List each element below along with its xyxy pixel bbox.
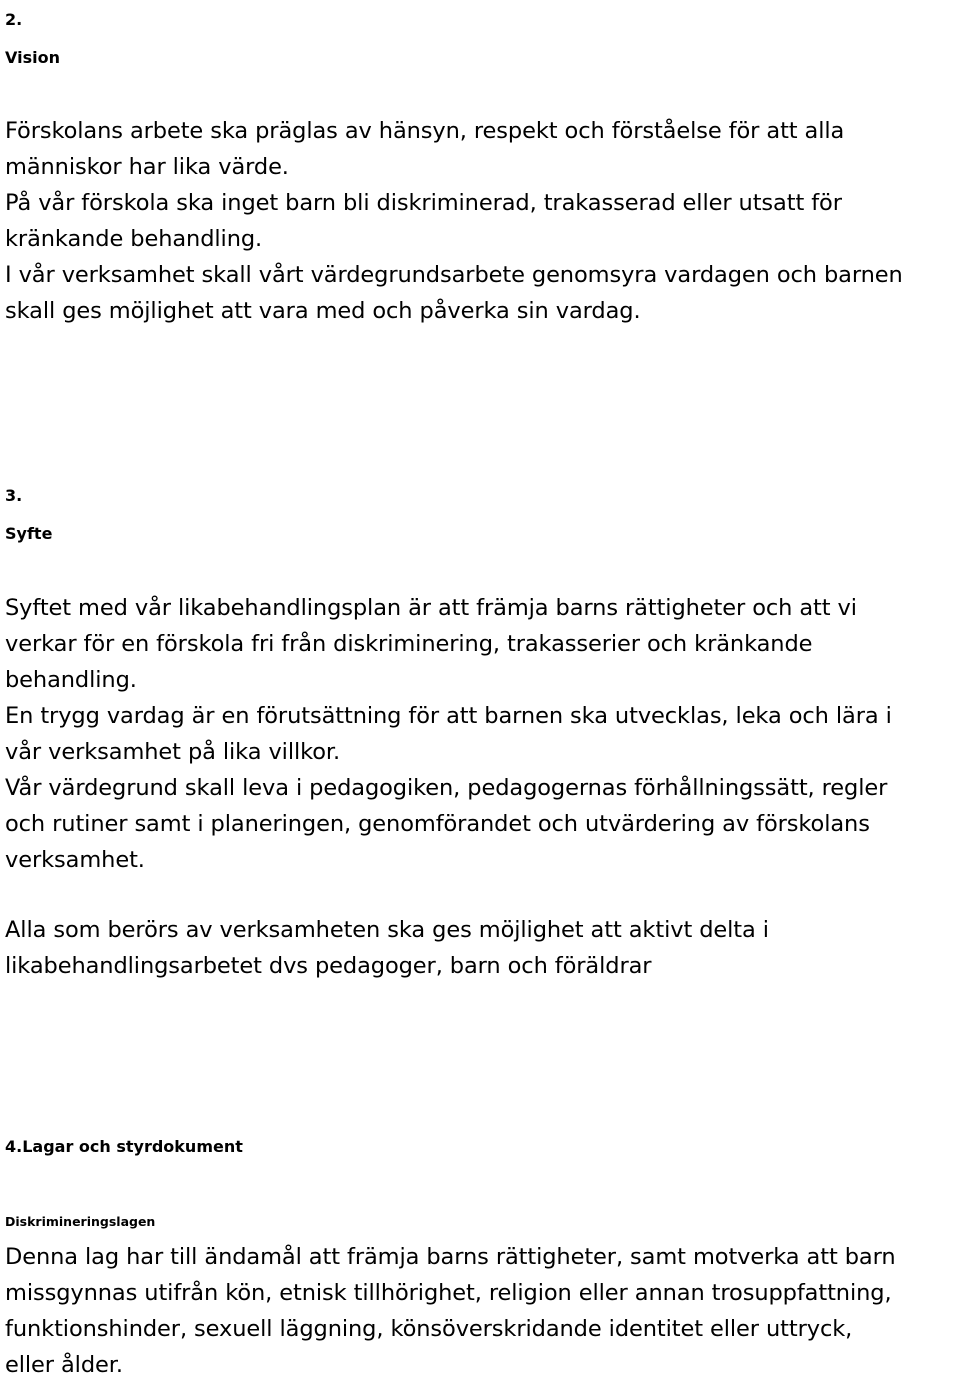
section-number: 2. [5,10,23,29]
text-line: På vår förskola ska inget barn bli diskriminerad, trakasserad eller utsatt för [5,190,842,216]
subsection-heading: Diskrimineringslagen [5,1214,156,1229]
vision-paragraph [5,113,960,329]
text-line: människor har lika värde. [5,154,289,180]
text-line: vår verksamhet på lika villkor. [5,739,341,765]
text-line: missgynnas utifrån kön, etnisk tillhörighet, religion eller annan trosuppfattning, [5,1280,892,1306]
section-number: 3. [5,486,23,505]
text-line: Alla som berörs av verksamheten ska ges möjlighet att aktivt delta i [5,917,769,943]
text-line: likabehandlingsarbetet dvs pedagoger, barn och föräldrar [5,953,652,979]
text-line: eller ålder. [5,1352,123,1378]
text-line: verkar för en förskola fri från diskriminering, trakasserier och kränkande [5,631,813,657]
text-line: Syftet med vår likabehandlingsplan är att främja barns rättigheter och att vi [5,595,857,621]
text-line: och rutiner samt i planeringen, genomförandet och utvärdering av förskolans [5,811,870,837]
section-title: Vision [5,48,60,67]
text-line: skall ges möjlighet att vara med och påverka sin vardag. [5,298,641,324]
text-line: kränkande behandling. [5,226,263,252]
section-heading: 4.Lagar och styrdokument [5,1137,243,1156]
text-line: behandling. [5,667,137,693]
text-line: I vår verksamhet skall vårt värdegrundsarbete genomsyra vardagen och barnen [5,262,903,288]
syfte-paragraph [5,590,960,878]
law-paragraph [5,1239,960,1383]
text-line: Denna lag har till ändamål att främja barns rättigheter, samt motverka att barn [5,1244,896,1270]
text-line: verksamhet. [5,847,145,873]
text-line: En trygg vardag är en förutsättning för att barnen ska utvecklas, leka och lära i [5,703,892,729]
text-line: Vår värdegrund skall leva i pedagogiken, pedagogernas förhållningssätt, regler [5,775,888,801]
section-title: Syfte [5,524,53,543]
text-line: funktionshinder, sexuell läggning, könsöverskridande identitet eller uttryck, [5,1316,853,1342]
text-line: Förskolans arbete ska präglas av hänsyn, respekt och förståelse för att alla [5,118,845,144]
participation-paragraph [5,912,960,984]
